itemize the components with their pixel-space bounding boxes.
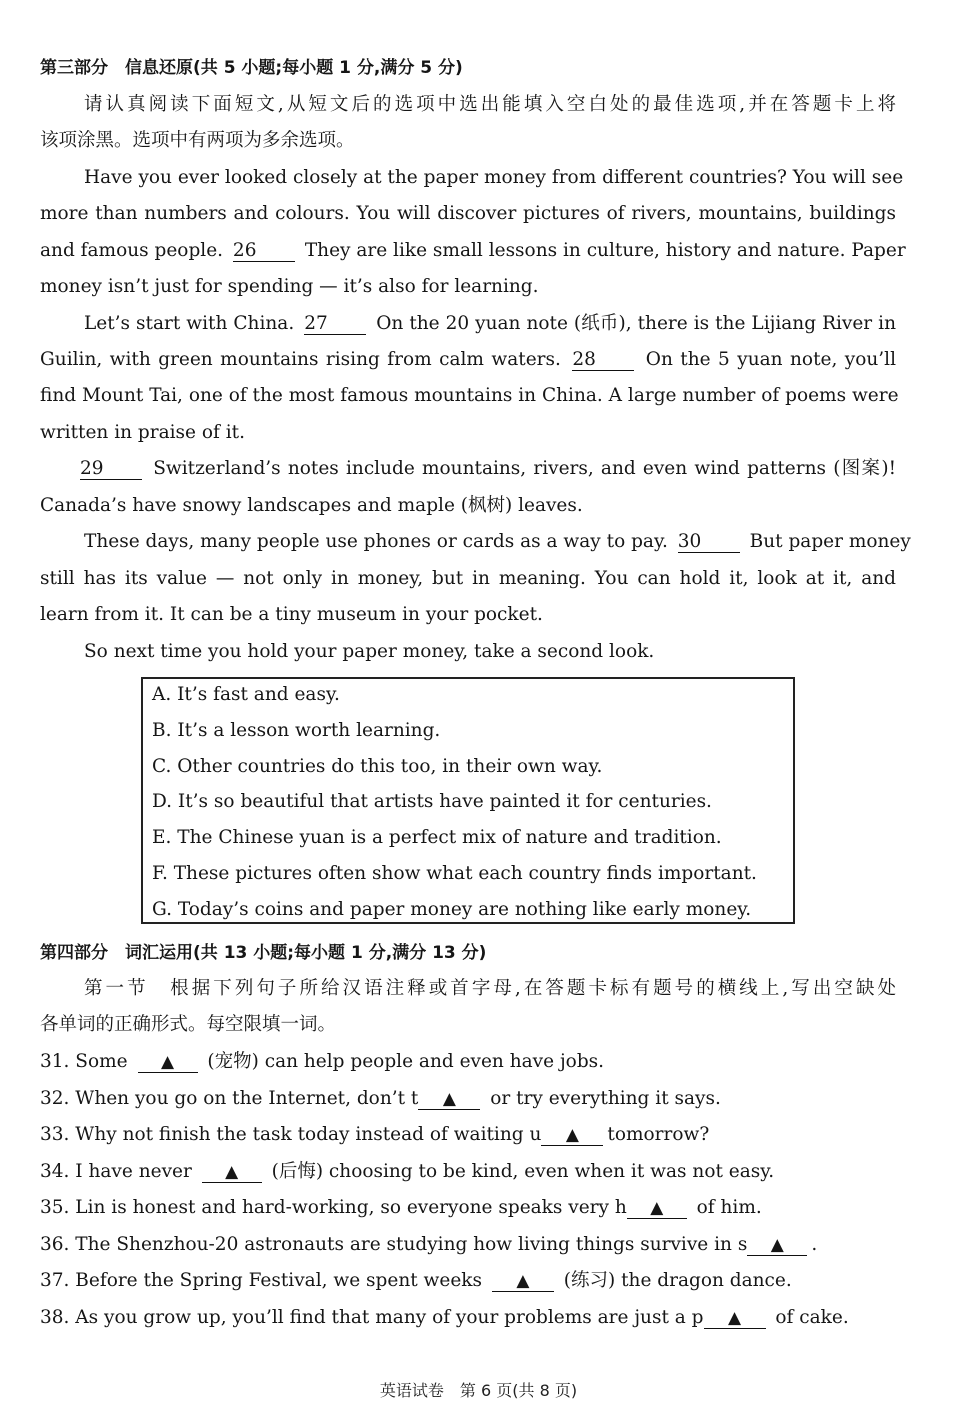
passage-line: learn from it. It can be a tiny museum in your pocket.	[40, 604, 543, 625]
passage-line: Have you ever looked closely at the paper money from different countries? You will see	[84, 167, 904, 188]
answer-blank-31: ▲	[138, 1052, 198, 1073]
question-text: tomorrow?	[607, 1124, 710, 1145]
passage-text: On the 20 yuan note (纸币), there is the Lijiang River in	[376, 313, 896, 334]
question-text: of cake.	[775, 1307, 849, 1328]
option-c: C. Other countries do this too, in their own way.	[152, 756, 603, 777]
part3-instruction: 请认真阅读下面短文,从短文后的选项中选出能填入空白处的最佳选项,并在答题卡上将	[84, 94, 896, 115]
passage-line	[40, 239, 906, 263]
answer-blank-32: ▲	[418, 1089, 480, 1110]
passage-text: They are like small lessons in culture, history and nature. Paper	[304, 240, 906, 261]
question-text: 33. Why not finish the task today instead of waiting u	[40, 1124, 542, 1145]
option-a: A. It’s fast and easy.	[152, 684, 340, 705]
answer-blank-27: 27	[304, 314, 366, 335]
passage-line: written in praise of it.	[40, 422, 245, 443]
question-34	[40, 1160, 774, 1184]
answer-blank-28: 28	[572, 350, 634, 371]
answer-blank-26: 26	[233, 241, 295, 262]
part4-section1-instruction: 第一节 根据下列句子所给汉语注释或首字母,在答题卡标有题号的横线上,写出空缺处	[84, 978, 896, 999]
part4-heading: 第四部分 词汇运用(共 13 小题;每小题 1 分,满分 13 分)	[40, 943, 487, 963]
question-36	[40, 1233, 817, 1257]
question-text: 37. Before the Spring Festival, we spent weeks	[40, 1270, 482, 1291]
part3-instruction-cont: 该项涂黑。选项中有两项为多余选项。	[40, 130, 355, 151]
passage-text: Guilin, with green mountains rising from calm waters.	[40, 349, 561, 370]
passage-line	[84, 530, 911, 554]
passage-line: find Mount Tai, one of the most famous mountains in China. A large number of poems were	[40, 385, 899, 406]
question-text: of him.	[696, 1197, 762, 1218]
passage-text: and famous people.	[40, 240, 224, 261]
passage-line	[80, 457, 896, 481]
question-text: .	[811, 1234, 818, 1255]
question-33	[40, 1123, 709, 1147]
part4-section1-instruction-cont: 各单词的正确形式。每空限填一词。	[40, 1014, 337, 1035]
answer-blank-38: ▲	[704, 1308, 766, 1329]
answer-blank-30: 30	[678, 532, 740, 553]
passage-line: Canada’s have snowy landscapes and maple (枫树) leaves.	[40, 495, 583, 516]
passage-text: These days, many people use phones or cards as a way to pay.	[84, 531, 668, 552]
question-text: (后悔) choosing to be kind, even when it was not easy.	[271, 1161, 775, 1182]
question-31	[40, 1050, 604, 1074]
answer-blank-37: ▲	[492, 1271, 554, 1292]
answer-blank-35: ▲	[627, 1198, 687, 1219]
page-footer: 英语试卷 第 6 页(共 8 页)	[379, 1381, 578, 1400]
question-32	[40, 1087, 721, 1111]
question-text: or try everything it says.	[490, 1088, 721, 1109]
passage-line: So next time you hold your paper money, take a second look.	[84, 641, 655, 662]
question-text: (练习) the dragon dance.	[563, 1270, 792, 1291]
passage-text: Switzerland’s notes include mountains, rivers, and even wind patterns (图案)!	[153, 458, 896, 479]
passage-line	[40, 348, 896, 372]
option-f: F. These pictures often show what each country finds important.	[152, 863, 757, 884]
part3-heading: 第三部分 信息还原(共 5 小题;每小题 1 分,满分 5 分)	[40, 58, 463, 78]
passage-text: But paper money	[749, 531, 911, 552]
option-g: G. Today’s coins and paper money are nothing like early money.	[152, 899, 752, 920]
question-35	[40, 1196, 762, 1220]
passage-line	[84, 312, 896, 336]
question-text: 36. The Shenzhou-20 astronauts are studying how living things survive in s	[40, 1234, 748, 1255]
answer-blank-33: ▲	[541, 1125, 603, 1146]
passage-line: more than numbers and colours. You will discover pictures of rivers, mountains, buildings	[40, 203, 896, 224]
question-text: (宠物) can help people and even have jobs.	[207, 1051, 605, 1072]
option-b: B. It’s a lesson worth learning.	[152, 720, 441, 741]
passage-text: On the 5 yuan note, you’ll	[645, 349, 896, 370]
question-text: 34. I have never	[40, 1161, 192, 1182]
passage-text: Let’s start with China.	[84, 313, 295, 334]
passage-line: still has its value — not only in money, but in meaning. You can hold it, look at it, and	[40, 568, 896, 589]
answer-blank-36: ▲	[747, 1235, 807, 1256]
question-text: 31. Some	[40, 1051, 128, 1072]
question-37	[40, 1269, 792, 1293]
question-text: 35. Lin is honest and hard-working, so everyone speaks very h	[40, 1197, 627, 1218]
option-d: D. It’s so beautiful that artists have painted it for centuries.	[152, 791, 712, 812]
question-text: 32. When you go on the Internet, don’t t	[40, 1088, 419, 1109]
question-text: 38. As you grow up, you’ll find that many of your problems are just a p	[40, 1307, 704, 1328]
option-e: E. The Chinese yuan is a perfect mix of nature and tradition.	[152, 827, 722, 848]
answer-blank-29: 29	[80, 459, 142, 480]
answer-blank-34: ▲	[202, 1162, 262, 1183]
question-38	[40, 1306, 849, 1330]
passage-line: money isn’t just for spending — it’s also for learning.	[40, 276, 539, 297]
